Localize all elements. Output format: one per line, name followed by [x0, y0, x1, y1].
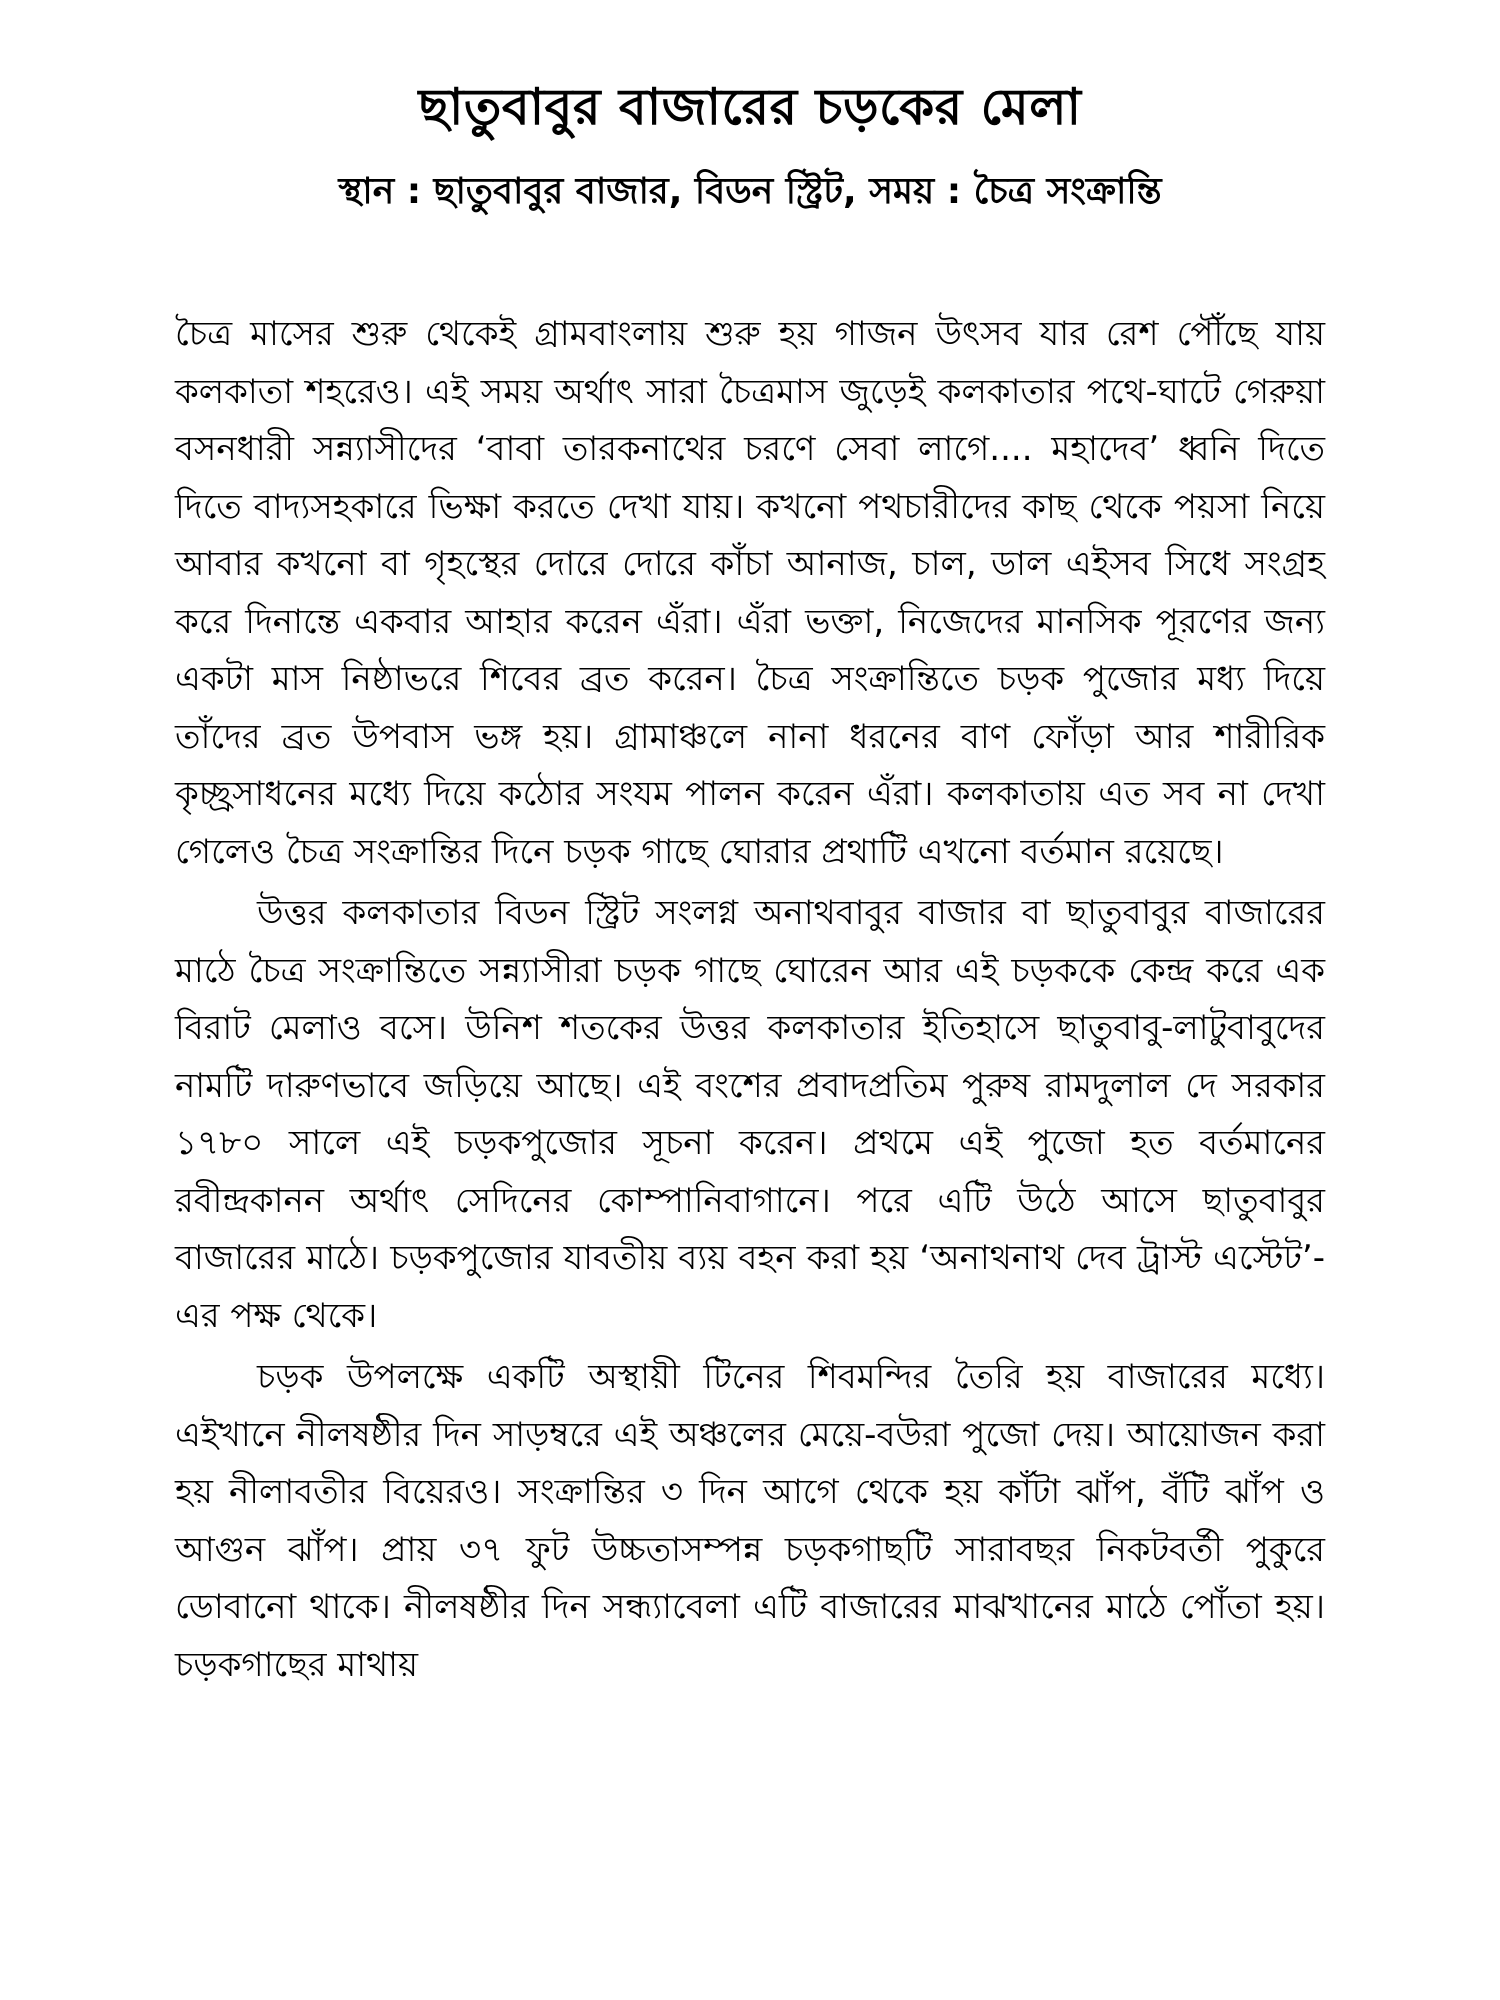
- paragraph-2: উত্তর কলকাতার বিডন স্ট্রিট সংলগ্ন অনাথবাবুর বাজার বা ছাতুবাবুর বাজারের মাঠে চৈত্র সংক্রান্তিতে সন্ন্যাসীরা চড়ক গাছে ঘোরেন আর এই চড়ককে কেন্দ্র করে এক বিরাট মেলাও বসে। উনিশ শতকের উত্তর কলকাতার ইতিহাসে ছাতুবাবু-লাটুবাবুদের নামটি দারুণভাবে জড়িয়ে আছে। এই বংশের প্রবাদপ্রতিম পুরুষ রামদুলাল দে সরকার ১৭৮০ সালে এই চড়কপুজোর সূচনা করেন। প্রথমে এই পুজো হত বর্তমানের রবীন্দ্রকানন অর্থাৎ সেদিনের কোম্পানিবাগানে। পরে এটি উঠে আসে ছাতুবাবুর বাজারের মাঠে। চড়কপুজোর যাবতীয় ব্যয় বহন করা হয় ‘অনাথনাথ দেব ট্রাস্ট এস্টেট’-এর পক্ষ থেকে।: [175, 893, 1325, 1336]
- paragraph-3: চড়ক উপলক্ষে একটি অস্থায়ী টিনের শিবমন্দির তৈরি হয় বাজারের মধ্যে। এইখানে নীলষষ্ঠীর দিন সাড়ম্বরে এই অঞ্চলের মেয়ে-বউরা পুজো দেয়। আয়োজন করা হয় নীলাবতীর বিয়েরও। সংক্রান্তির ৩ দিন আগে থেকে হয় কাঁটা ঝাঁপ, বঁটি ঝাঁপ ও আগুন ঝাঁপ। প্রায় ৩৭ ফুট উচ্চতাসম্পন্ন চড়কগাছটি সারাবছর নিকটবর্তী পুকুরে ডোবানো থাকে। নীলষষ্ঠীর দিন সন্ধ্যাবেলা এটি বাজারের মাঝখানের মাঠে পোঁতা হয়। চড়কগাছের মাথায়: [175, 1357, 1325, 1685]
- page-subtitle: স্থান : ছাতুবাবুর বাজার, বিডন স্ট্রিট, সময় : চৈত্র সংক্রান্তি: [338, 171, 1162, 212]
- page-title: ছাতুবাবুর বাজারের চড়কের মেলা: [418, 78, 1082, 136]
- article-body: [175, 306, 1325, 1694]
- paragraph-1: চৈত্র মাসের শুরু থেকেই গ্রামবাংলায় শুরু হয় গাজন উৎসব যার রেশ পৌঁছে যায় কলকাতা শহরেও। এই সময় অর্থাৎ সারা চৈত্রমাস জুড়েই কলকাতার পথে-ঘাটে গেরুয়া বসনধারী সন্ন্যাসীদের ‘বাবা তারকনাথের চরণে সেবা লাগে.... মহাদেব’ ধ্বনি দিতে দিতে বাদ্যসহকারে ভিক্ষা করতে দেখা যায়। কখনো পথচারীদের কাছ থেকে পয়সা নিয়ে আবার কখনো বা গৃহস্থের দোরে দোরে কাঁচা আনাজ, চাল, ডাল এইসব সিধে সংগ্রহ করে দিনান্তে একবার আহার করেন এঁরা। এঁরা ভক্তা, নিজেদের মানসিক পূরণের জন্য একটা মাস নিষ্ঠাভরে শিবের ব্রত করেন। চৈত্র সংক্রান্তিতে চড়ক পুজোর মধ্য দিয়ে তাঁদের ব্রত উপবাস ভঙ্গ হয়। গ্রামাঞ্চলে নানা ধরনের বাণ ফোঁড়া আর শারীরিক কৃচ্ছ্রসাধনের মধ্যে দিয়ে কঠোর সংযম পালন করেন এঁরা। কলকাতায় এত সব না দেখা গেলেও চৈত্র সংক্রান্তির দিনে চড়ক গাছে ঘোরার প্রথাটি এখনো বর্তমান রয়েছে।: [175, 314, 1325, 872]
